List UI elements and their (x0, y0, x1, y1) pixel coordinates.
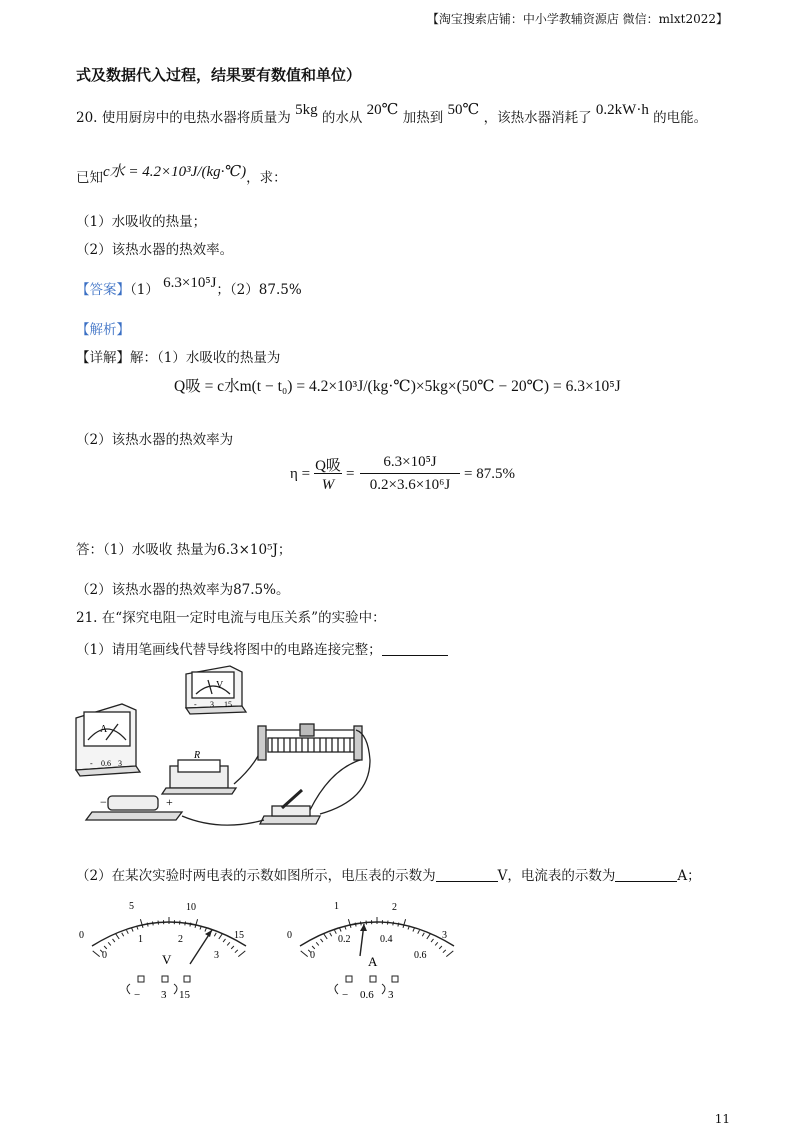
detail-intro: 解：（1）水吸收的热量为 (130, 350, 281, 366)
v-pointer-head (205, 930, 212, 937)
ammeter-terminal-3: 3 (118, 759, 122, 768)
voltmeter-terminal-minus: - (194, 700, 197, 709)
ammeter-terminal-06: 0.6 (101, 759, 111, 768)
dial-tick (227, 942, 230, 945)
dial-tick (219, 933, 223, 939)
voltmeter-terminal-3: 3 (210, 700, 214, 709)
q20-stem (76, 102, 708, 127)
dial-tick (446, 951, 453, 957)
dial-tick (108, 942, 111, 945)
answer-separator: ； (216, 282, 230, 298)
analysis-label: 【解析】 (76, 322, 130, 338)
dial-tick (185, 922, 186, 926)
v-terminal-3: 3 (161, 989, 167, 1001)
q20-sub1: （1）水吸收的热量； (76, 214, 207, 230)
circuit-diagram (70, 660, 450, 840)
voltmeter-letter: V (216, 680, 224, 691)
v-terminal-minus: − (134, 989, 141, 1001)
q21-part2-text-c: A； (677, 868, 701, 884)
a-unit: A (368, 954, 378, 969)
q21-part2-text-b: V，电流表的示数为 (497, 868, 616, 884)
detail-part2: （2）该热水器的热效率为 (76, 432, 234, 448)
q20-temp-start: 20℃ (366, 102, 399, 118)
q20-mass: 5kg (295, 102, 318, 118)
detail-label: 【详解】 (76, 350, 130, 366)
voltage-blank[interactable] (436, 867, 498, 882)
a-bottom-06: 0.6 (414, 950, 427, 961)
ammeter-dial (282, 894, 472, 1012)
answer-part1-prefix: （1） (130, 282, 159, 298)
dial-tick (413, 928, 415, 932)
v-top-15: 15 (234, 930, 244, 941)
dial-tick (113, 939, 115, 942)
q21-stem: 21. 在“探究电阻一定时电流与电压关系”的实验中： (76, 610, 386, 626)
q20-sub2: （2）该热水器的热效率。 (76, 242, 234, 258)
dial-tick (223, 939, 225, 942)
q20-energy: 0.2kW·h (595, 102, 649, 118)
battery-plus: + (166, 795, 173, 809)
voltmeter-terminal-15: 15 (224, 700, 232, 709)
page-header: 【淘宝搜索店铺：中小学教辅资源店 微信：mlxt2022】 (426, 12, 728, 26)
ammeter-terminal-minus: - (90, 759, 93, 768)
detail-intro-line (76, 346, 280, 366)
voltmeter-dial (74, 894, 264, 1012)
dial-tick (214, 933, 216, 936)
final-answer-2: （2）该热水器的热效率为87.5%。 (76, 582, 290, 598)
given-formula: c水 = 4.2×10³J/(kg·℃) (103, 164, 247, 180)
frac1-numerator: Q吸 (315, 458, 341, 474)
v-top-10: 10 (186, 902, 196, 913)
dial-tick (323, 933, 327, 939)
a-top-2: 2 (392, 902, 397, 913)
page-number: 11 (714, 1112, 730, 1126)
dial-tick (316, 942, 319, 945)
a-terminal-3: 3 (388, 989, 394, 1001)
dial-tick (361, 922, 362, 926)
dial-tick (422, 933, 424, 936)
q20-temp-end: 50℃ (447, 102, 480, 118)
dial-tick (393, 922, 394, 926)
dial-tick (340, 928, 342, 932)
battery-minus: − (100, 795, 107, 809)
dial-tick (335, 930, 337, 934)
frac2-bar (360, 473, 460, 474)
dial-tick (439, 946, 442, 949)
dial-tick (195, 919, 198, 928)
dial-tick (427, 933, 431, 939)
q20-number: 20. (76, 110, 98, 126)
answer-part2: （2）87.5% (229, 282, 302, 298)
dial-tick (431, 939, 433, 942)
dial-tick (127, 930, 129, 934)
dial-tick (418, 930, 420, 934)
q20-text-1: 使用厨房中的电热水器将质量为 (101, 110, 291, 126)
dial-tick (348, 919, 351, 928)
dial-tick (435, 942, 438, 945)
dial-tick (238, 951, 245, 957)
a-bottom-04: 0.4 (380, 934, 393, 945)
frac2-denominator: 0.2×3.6×10⁶J (369, 477, 451, 493)
dial-tick (132, 928, 134, 932)
a-bottom-02: 0.2 (338, 934, 351, 945)
dial-tick (235, 950, 238, 953)
a-bottom-0: 0 (310, 950, 315, 961)
v-bottom-3: 3 (214, 950, 219, 961)
dial-tick (104, 946, 107, 949)
dial-tick (321, 939, 323, 942)
v-unit: V (162, 952, 172, 967)
dial-tick (330, 933, 332, 936)
dial-tick (231, 946, 234, 949)
resistor-label: R (194, 750, 201, 761)
q21-part1-blank[interactable] (382, 641, 448, 656)
q21-part1-text: （1）请用笔画线代替导线将图中的电路连接完整； (76, 642, 382, 658)
current-blank[interactable] (615, 867, 677, 882)
final-answer-1: 答：（1）水吸收 热量为6.3×10⁵J； (76, 542, 292, 558)
frac1-denominator: W (321, 477, 335, 493)
dial-tick (443, 950, 446, 953)
a-top-0: 0 (287, 930, 292, 941)
dial-tick (115, 933, 119, 939)
answer-value-1: 6.3×10⁵J (163, 275, 217, 291)
v-top-5: 5 (129, 901, 134, 912)
dial-tick (403, 919, 406, 928)
v-bottom-2: 2 (178, 934, 183, 945)
q21-part1 (76, 638, 448, 658)
q20-text-5: 的电能。 (653, 110, 708, 126)
dial-tick (153, 922, 154, 926)
dial-tick (388, 921, 389, 925)
a-top-3: 3 (442, 930, 447, 941)
dial-tick (180, 921, 181, 925)
dial-tick (312, 946, 315, 949)
efficiency-result: = 87.5% (464, 466, 515, 482)
v-bottom-0: 0 (102, 950, 107, 961)
frac2-numerator: 6.3×10⁵J (383, 454, 437, 470)
q20-text-2: 的水从 (321, 110, 363, 126)
given-prefix: 已知 (76, 170, 103, 186)
q20-text-3: 加热到 (402, 110, 444, 126)
q20-given (76, 166, 287, 187)
v-top-0: 0 (79, 930, 84, 941)
dial-tick (93, 951, 100, 957)
dial-tick (301, 951, 308, 957)
answer-line (76, 275, 302, 299)
a-terminal-minus: − (342, 989, 349, 1001)
equals-sign: = (346, 466, 355, 482)
dial-tick (366, 921, 367, 925)
q21-part2-text-a: （2）在某次实验时两电表的示数如图所示，电压表的示数为 (76, 868, 436, 884)
ammeter-letter: A (100, 724, 108, 735)
dial-tick (140, 919, 143, 928)
eta-symbol: η = (290, 466, 311, 482)
given-suffix: ，求： (246, 170, 287, 186)
q20-text-4: ，该热水器消耗了 (483, 110, 592, 126)
v-terminal-15: 15 (179, 989, 190, 1001)
dial-tick (205, 928, 207, 932)
dial-tick (122, 933, 124, 936)
a-top-1: 1 (334, 901, 339, 912)
q21-part2 (76, 864, 701, 884)
v-bottom-1: 1 (138, 934, 143, 945)
frac1-bar (314, 473, 342, 474)
a-terminal-06: 0.6 (360, 989, 374, 1001)
dial-tick (158, 921, 159, 925)
answer-label: 【答案】 (76, 282, 130, 298)
equation-heat: Q吸 = c水m(t − t₀) = 4.2×10³J/(kg·℃)×5kg×(50℃ − 20℃) = 6.3×10⁵J (174, 378, 621, 395)
section-title: 式及数据代入过程，结果要有数值和单位） (76, 66, 362, 84)
